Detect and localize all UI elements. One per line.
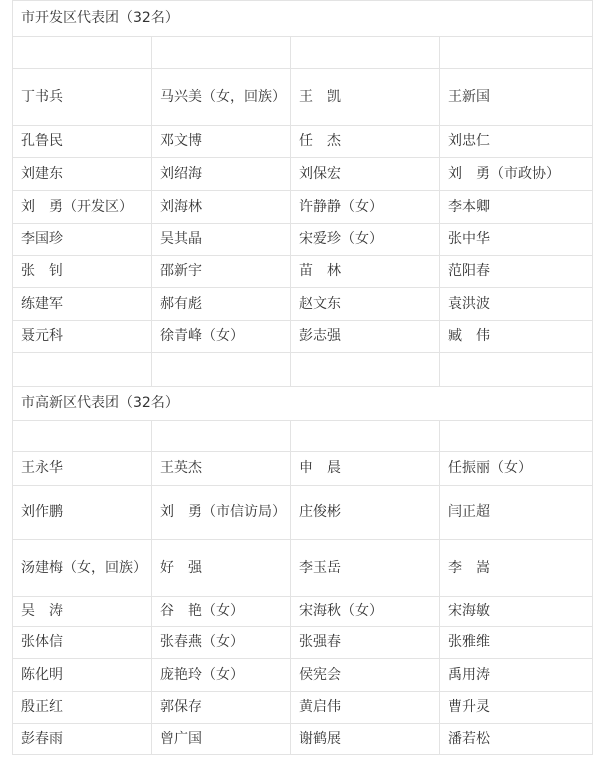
delegate-name: 曹升灵	[440, 692, 593, 724]
delegate-name: 彭春雨	[13, 724, 152, 755]
table-row	[13, 597, 593, 627]
table-row	[13, 191, 593, 224]
delegate-name: 张雅维	[440, 627, 593, 659]
blank-cell	[152, 353, 291, 387]
table-row	[13, 659, 593, 692]
table-row	[13, 126, 593, 158]
delegate-name: 任振丽（女）	[440, 452, 593, 486]
blank-cell	[291, 421, 440, 452]
delegate-name: 刘忠仁	[440, 126, 593, 158]
table-row	[13, 724, 593, 755]
section-title: 市高新区代表团（32名）	[13, 387, 593, 421]
table-row	[13, 321, 593, 353]
delegate-name: 刘建东	[13, 158, 152, 191]
delegate-name: 李玉岳	[291, 540, 440, 597]
delegate-name: 汤建梅（女，回族）	[13, 540, 152, 597]
delegate-name: 聂元科	[13, 321, 152, 353]
delegate-name: 宋爱珍（女）	[291, 224, 440, 256]
delegate-name: 臧 伟	[440, 321, 593, 353]
section-title-row	[13, 387, 593, 421]
delegate-name: 刘海林	[152, 191, 291, 224]
delegate-name: 张 钊	[13, 256, 152, 288]
delegate-name: 范阳春	[440, 256, 593, 288]
table-row	[13, 486, 593, 540]
delegate-name: 潘若松	[440, 724, 593, 755]
blank-row	[13, 353, 593, 387]
delegate-name: 闫正超	[440, 486, 593, 540]
delegate-name: 宋海敏	[440, 597, 593, 627]
delegate-name: 刘 勇（市政协）	[440, 158, 593, 191]
delegate-name: 好 强	[152, 540, 291, 597]
delegate-name: 邵新宇	[152, 256, 291, 288]
delegate-name: 张春燕（女）	[152, 627, 291, 659]
delegate-name: 张强春	[291, 627, 440, 659]
delegate-name: 李国珍	[13, 224, 152, 256]
blank-cell	[440, 37, 593, 69]
delegate-name: 马兴美（女，回族）	[152, 69, 291, 126]
blank-row	[13, 37, 593, 69]
delegate-name: 赵文东	[291, 288, 440, 321]
delegate-name: 孔鲁民	[13, 126, 152, 158]
delegate-name: 王新国	[440, 69, 593, 126]
delegate-name: 邓文博	[152, 126, 291, 158]
delegate-name: 陈化明	[13, 659, 152, 692]
delegate-name: 许静静（女）	[291, 191, 440, 224]
delegate-name: 任 杰	[291, 126, 440, 158]
blank-cell	[13, 353, 152, 387]
table-row	[13, 692, 593, 724]
table-row	[13, 224, 593, 256]
section-title: 市开发区代表团（32名）	[13, 1, 593, 37]
blank-cell	[440, 421, 593, 452]
delegate-name: 刘作鹏	[13, 486, 152, 540]
delegate-name: 曾广国	[152, 724, 291, 755]
delegate-name: 刘绍海	[152, 158, 291, 191]
delegate-name: 张体信	[13, 627, 152, 659]
table-row	[13, 69, 593, 126]
delegate-name: 彭志强	[291, 321, 440, 353]
delegate-name: 王永华	[13, 452, 152, 486]
delegate-name: 申 晨	[291, 452, 440, 486]
delegation-table	[12, 0, 593, 755]
blank-row	[13, 421, 593, 452]
delegate-name: 庞艳玲（女）	[152, 659, 291, 692]
delegate-name: 刘 勇（开发区）	[13, 191, 152, 224]
delegate-name: 宋海秋（女）	[291, 597, 440, 627]
blank-cell	[291, 353, 440, 387]
delegation-roster	[12, 0, 592, 755]
blank-cell	[291, 37, 440, 69]
table-row	[13, 288, 593, 321]
delegate-name: 郭保存	[152, 692, 291, 724]
delegate-name: 郝有彪	[152, 288, 291, 321]
delegate-name: 袁洪波	[440, 288, 593, 321]
delegate-name: 苗 林	[291, 256, 440, 288]
section-title-row	[13, 1, 593, 37]
delegate-name: 黄启伟	[291, 692, 440, 724]
table-row	[13, 158, 593, 191]
delegate-name: 张中华	[440, 224, 593, 256]
delegate-name: 练建军	[13, 288, 152, 321]
delegate-name: 李本卿	[440, 191, 593, 224]
blank-cell	[13, 37, 152, 69]
blank-cell	[152, 37, 291, 69]
blank-cell	[13, 421, 152, 452]
delegate-name: 禹用涛	[440, 659, 593, 692]
delegate-name: 王 凯	[291, 69, 440, 126]
delegate-name: 庄俊彬	[291, 486, 440, 540]
table-row	[13, 540, 593, 597]
delegate-name: 吴其晶	[152, 224, 291, 256]
table-row	[13, 452, 593, 486]
delegate-name: 侯宪会	[291, 659, 440, 692]
table-row	[13, 256, 593, 288]
table-row	[13, 627, 593, 659]
delegate-name: 吴 涛	[13, 597, 152, 627]
blank-cell	[152, 421, 291, 452]
delegate-name: 刘保宏	[291, 158, 440, 191]
blank-cell	[440, 353, 593, 387]
delegate-name: 李 嵩	[440, 540, 593, 597]
delegate-name: 刘 勇（市信访局）	[152, 486, 291, 540]
delegate-name: 谢鹤展	[291, 724, 440, 755]
delegate-name: 徐青峰（女）	[152, 321, 291, 353]
delegate-name: 王英杰	[152, 452, 291, 486]
delegate-name: 谷 艳（女）	[152, 597, 291, 627]
delegate-name: 殷正红	[13, 692, 152, 724]
delegate-name: 丁书兵	[13, 69, 152, 126]
